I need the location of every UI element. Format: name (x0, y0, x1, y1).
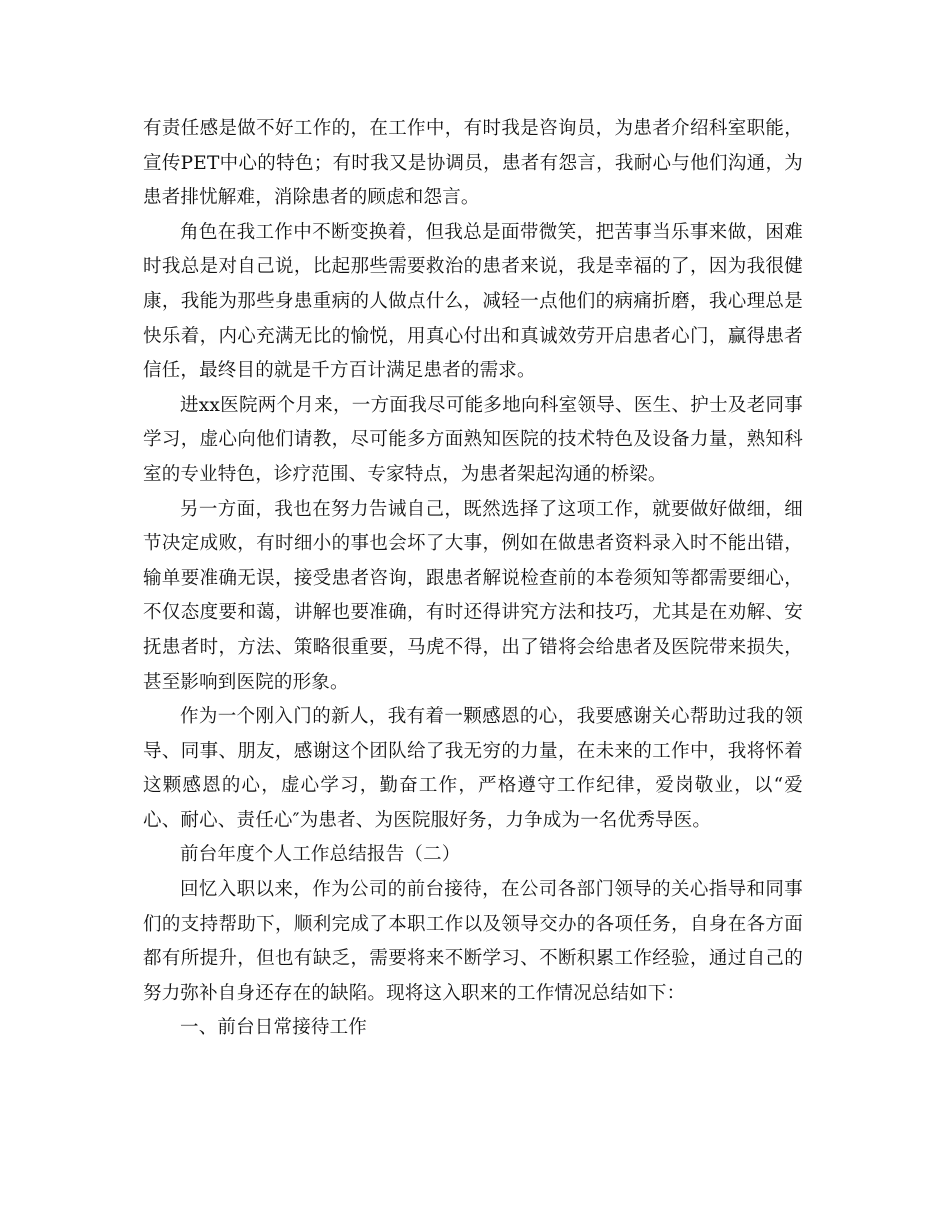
document-body (143, 112, 803, 1046)
subheading-reception: 一、前台日常接待工作 (180, 1017, 368, 1039)
paragraph-learning: 进xx医院两个月来，一方面我尽可能多地向科室领导、医生、护士及老同事学习，虚心向他们请教，尽可能多方面熟知医院的技术特色及设备力量，熟知科室的专业特色，诊疗范围、专家特点，为患者架起沟通的桥梁。 (143, 394, 803, 485)
paragraph-gratitude: 作为一个刚入门的新人，我有着一颗感恩的心，我要感谢关心帮助过我的领导、同事、朋友，感谢这个团队给了我无穷的力量，在未来的工作中，我将怀着这颗感恩的心，虚心学习，勤奋工作，严格遵守工作纪律，爱岗敬业，以“爱心、耐心、责任心″为患者、为医院服好务，力争成为一名优秀导医。 (143, 706, 803, 831)
paragraph-attention-to-detail: 另一方面，我也在努力告诫自己，既然选择了这项工作，就要做好做细，细节决定成败，有时细小的事也会坏了大事，例如在做患者资料录入时不能出错，输单要准确无误，接受患者咨询，跟患者解说检查前的本卷须知等都需要细心，不仅态度要和蔼，讲解也要准确，有时还得讲究方法和技巧，尤其是在劝解、安抚患者时，方法、策略很重要，马虎不得，出了错将会给患者及医院带来损失，甚至影响到医院的形象。 (143, 498, 803, 693)
section-title: 前台年度个人工作总结报告（二） (180, 844, 461, 866)
paragraph-role-change: 角色在我工作中不断变换着，但我总是面带微笑，把苦事当乐事来做，困难时我总是对自己说，比起那些需要救治的患者来说，我是幸福的了，因为我很健康，我能为那些身患重病的人做点什么，减轻一点他们的病痛折磨，我心理总是快乐着，内心充满无比的愉悦，用真心付出和真诚效劳开启患者心门，赢得患者信任，最终目的就是千方百计满足患者的需求。 (143, 221, 803, 382)
paragraph-continuation: 有责任感是做不好工作的，在工作中，有时我是咨询员，为患者介绍科室职能，宣传PET中心的特色；有时我又是协调员，患者有怨言，我耐心与他们沟通，为患者排忧解难，消除患者的顾虑和怨言。 (143, 118, 803, 209)
paragraph-section-intro: 回忆入职以来，作为公司的前台接待，在公司各部门领导的关心指导和同事们的支持帮助下，顺利完成了本职工作以及领导交办的各项任务，自身在各方面都有所提升，但也有缺乏，需要将来不断学习、不断积累工作经验，通过自己的努力弥补自身还存在的缺陷。现将这入职来的工作情况总结如下： (143, 879, 803, 1004)
